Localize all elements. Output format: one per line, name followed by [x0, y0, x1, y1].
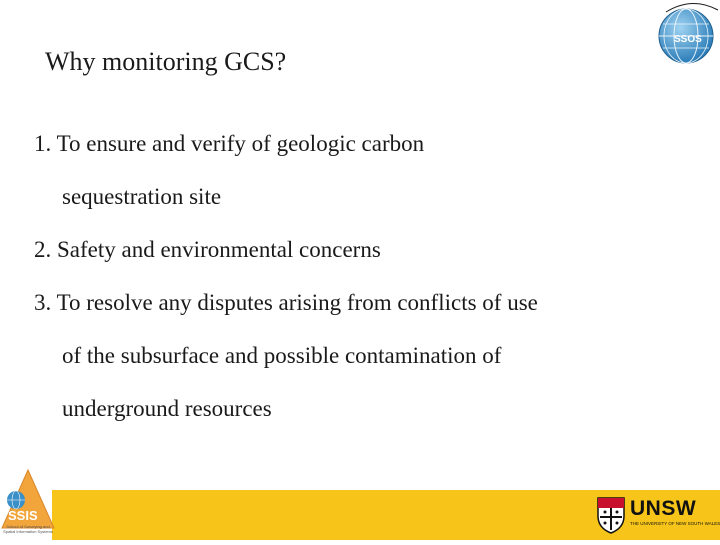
unsw-logo: [596, 496, 720, 534]
footer: [0, 490, 720, 540]
slide-title: Why monitoring GCS?: [45, 47, 287, 76]
svg-text:SSOS: SSOS: [674, 34, 702, 45]
unsw-crest-icon: [596, 496, 626, 534]
list-item-line: of the subsurface and possible contamination of: [62, 343, 502, 368]
list-item: [34, 283, 684, 428]
list-item: [34, 124, 684, 216]
ssis-logo-text: SSIS: [8, 508, 38, 523]
bullet-list: [34, 124, 684, 428]
list-item-line: 2. Safety and environmental concerns: [34, 237, 381, 262]
globe-logo: [652, 0, 720, 68]
unsw-logo-text: UNSW: [630, 497, 697, 520]
list-item-line: 1. To ensure and verify of geologic carbon: [34, 131, 425, 156]
list-item-line: sequestration site: [62, 184, 222, 209]
list-item-line: underground resources: [62, 396, 272, 421]
list-item-line: 3. To resolve any disputes arising from conflicts of use: [34, 290, 538, 315]
list-item: [34, 230, 684, 269]
ssis-logo: [0, 468, 56, 540]
ssis-logo-subtext: School of Surveying and Spatial Information Systems: [3, 524, 53, 534]
unsw-logo-subtext: THE UNIVERSITY OF NEW SOUTH WALES: [630, 521, 720, 526]
